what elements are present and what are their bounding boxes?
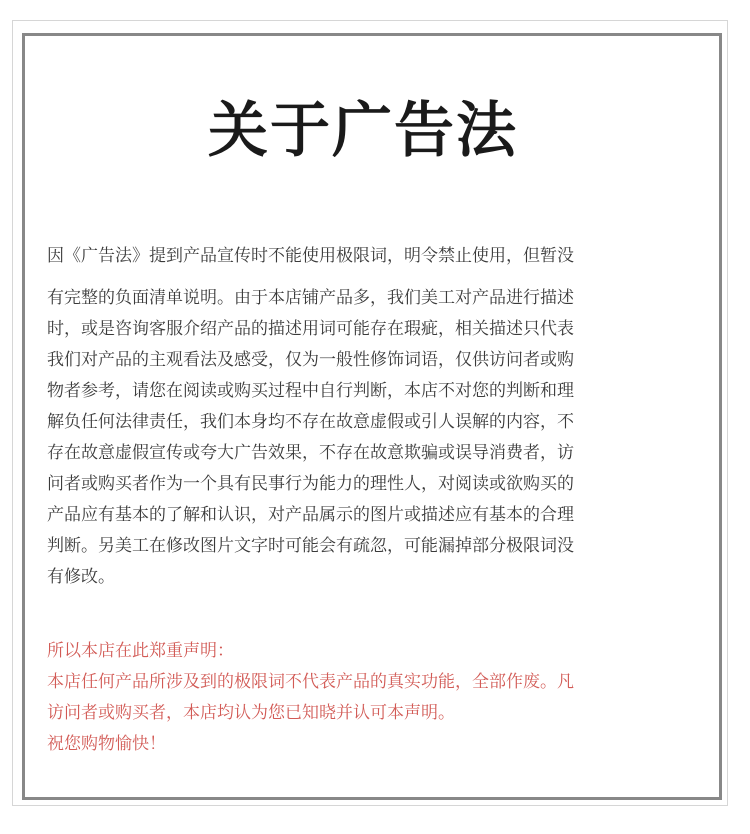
- intro-line: 因《广告法》提到产品宣传时不能使用极限词，明令禁止使用，但暂没: [47, 246, 574, 266]
- body-line: 存在故意虚假宣传或夸大广告效果，不存在故意欺骗或误导消费者，访: [47, 443, 574, 463]
- body-line: 产品应有基本的了解和认识，对产品属示的图片或描述应有基本的合理: [47, 505, 574, 525]
- page-title: 关于广告法: [208, 96, 518, 166]
- body-line: 我们对产品的主观看法及感受，仅为一般性修饰词语，仅供访问者或购: [47, 350, 574, 370]
- statement-line: 本店任何产品所涉及到的极限词不代表产品的真实功能，全部作废。凡: [47, 672, 574, 692]
- body-line: 物者参考，请您在阅读或购买过程中自行判断，本店不对您的判断和理: [47, 381, 574, 401]
- body-line: 解负任何法律责任，我们本身均不存在故意虚假或引人误解的内容，不: [47, 412, 574, 432]
- disclaimer-paragraph: [47, 283, 697, 593]
- body-line: 问者或购买者作为一个具有民事行为能力的理性人，对阅读或欲购买的: [47, 474, 574, 494]
- body-line: 判断。另美工在修改图片文字时可能会有疏忽，可能漏掉部分极限词没: [47, 536, 574, 556]
- statement-line: 访问者或购买者，本店均认为您已知晓并认可本声明。: [47, 703, 455, 723]
- intro-paragraph: [47, 241, 697, 272]
- statement-line: 所以本店在此郑重声明：: [47, 641, 234, 661]
- body-line: 有修改。: [47, 567, 115, 587]
- statement-paragraph: [47, 636, 697, 760]
- statement-line: 祝您购物愉快！: [47, 734, 166, 754]
- body-line: 有完整的负面清单说明。由于本店铺产品多，我们美工对产品进行描述: [47, 288, 574, 308]
- body-line: 时，或是咨询客服介绍产品的描述用词可能存在瑕疵，相关描述只代表: [47, 319, 574, 339]
